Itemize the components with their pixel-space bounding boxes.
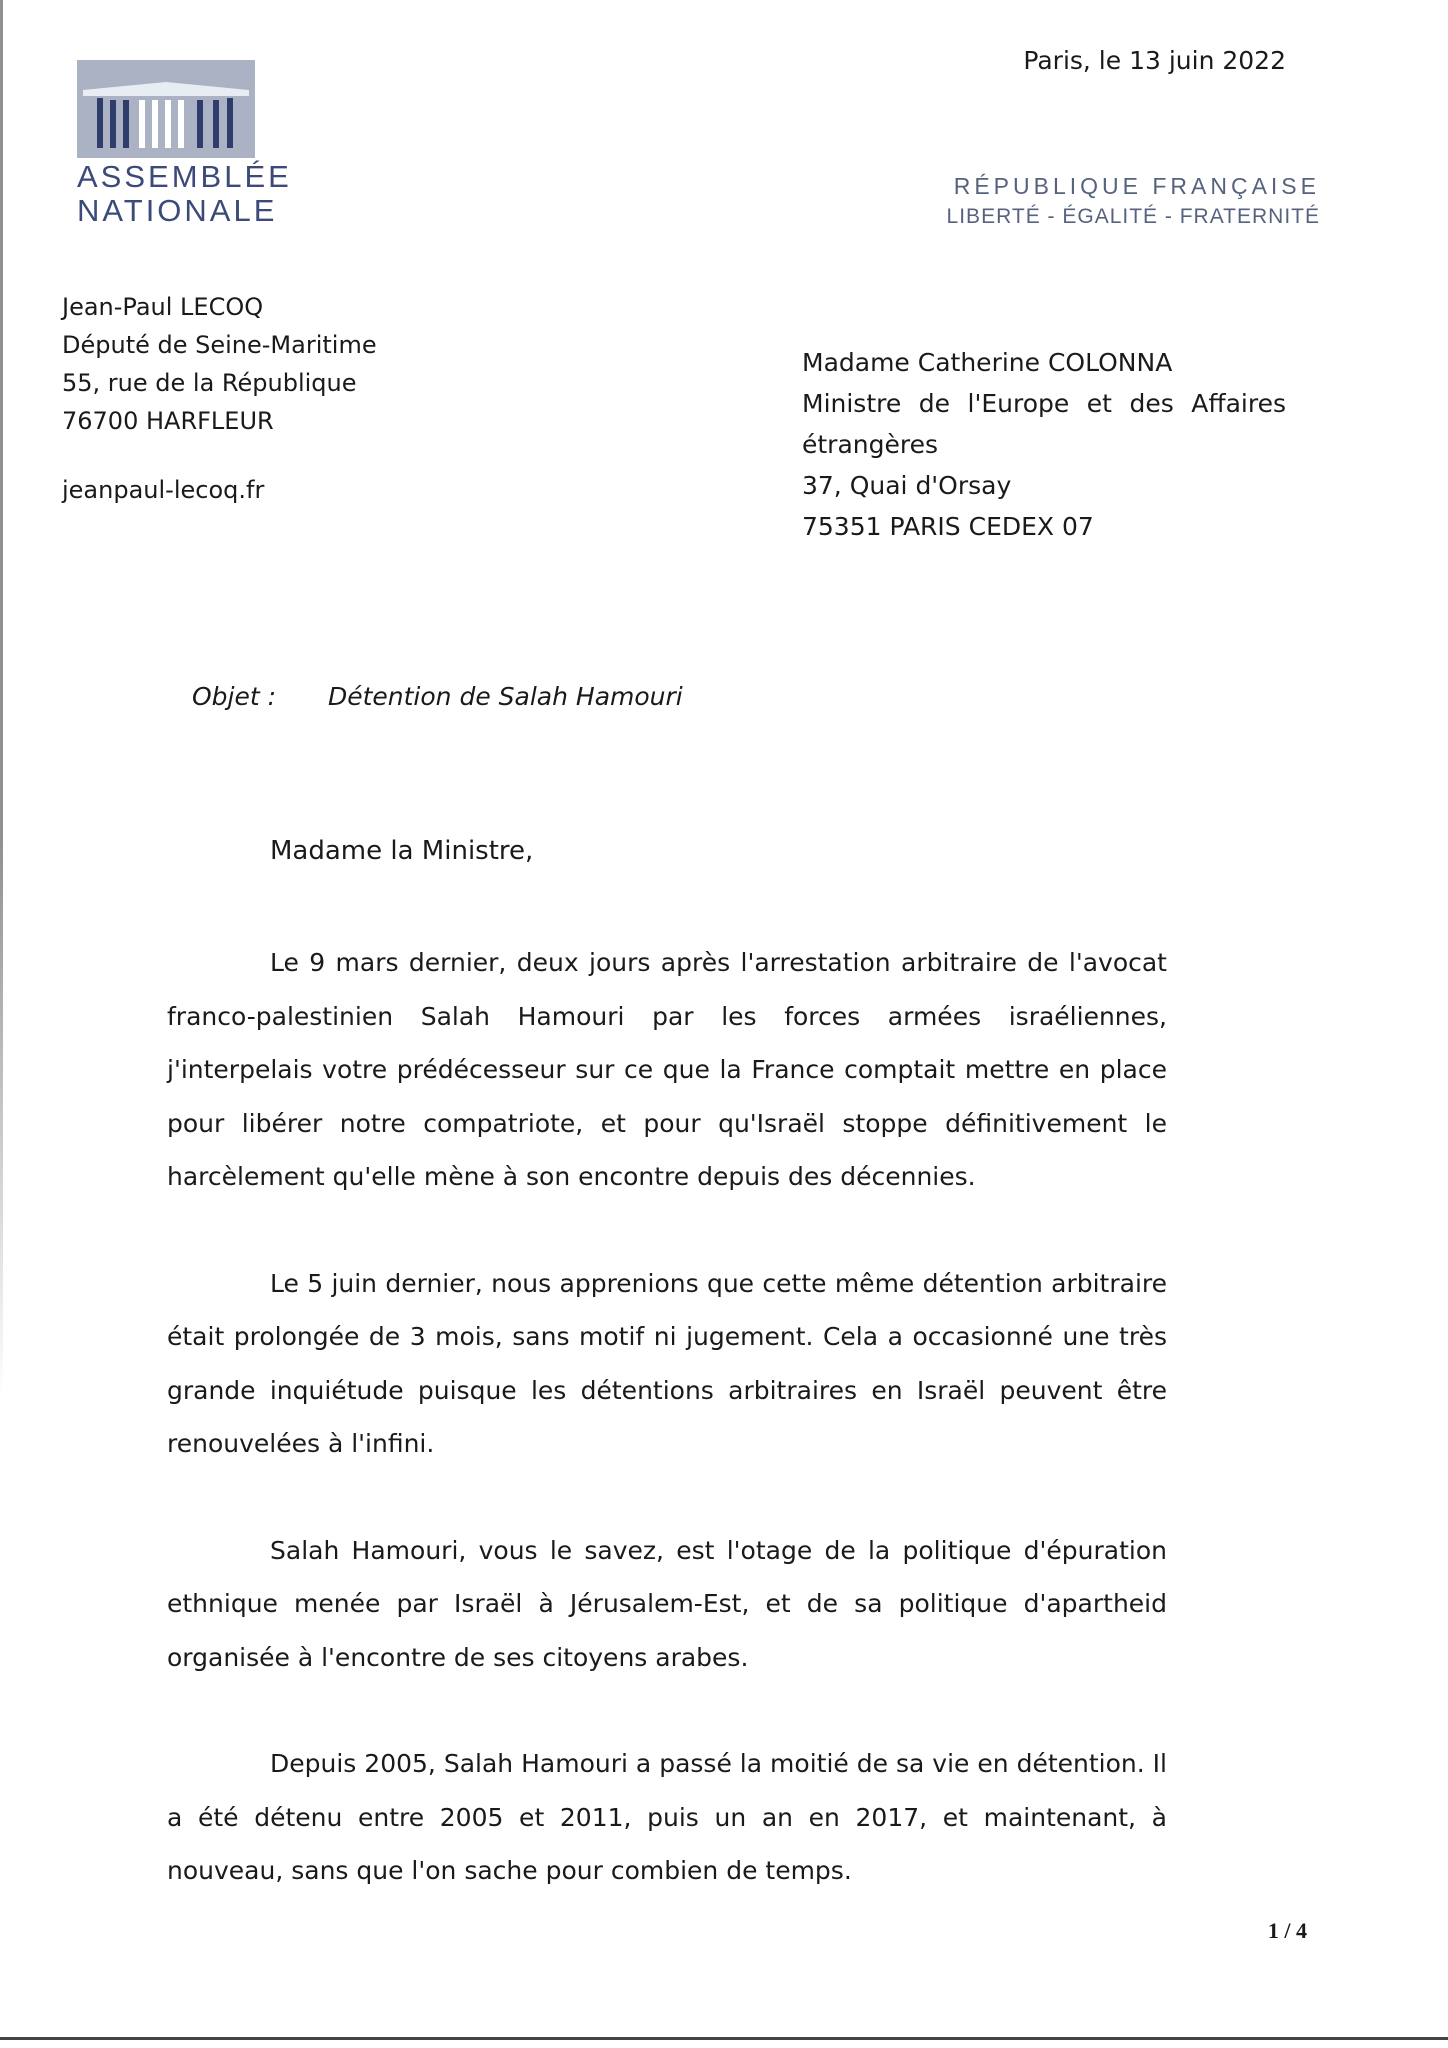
logo-wordmark bbox=[77, 159, 292, 228]
sender-name: Jean-Paul LECOQ bbox=[62, 293, 264, 321]
recipient-street: 37, Quai d'Orsay bbox=[802, 471, 1012, 500]
recipient-title-line-1: Ministre de l'Europe et des Affaires bbox=[802, 389, 1286, 418]
sender-street: 55, rue de la République bbox=[62, 369, 357, 397]
republic-motto: LIBERTÉ - ÉGALITÉ - FRATERNITÉ bbox=[946, 205, 1320, 228]
sender-city: 76700 HARFLEUR bbox=[62, 407, 274, 435]
recipient-block bbox=[802, 342, 1286, 547]
subject-label: Objet : bbox=[192, 682, 277, 711]
body-paragraph-2: Le 5 juin dernier, nous apprenions que cette même détention arbitraire était prolongée de 3 mois, sans motif ni jugement. Cela a occasionné une très grande inquiétude puisque les détentions arbitraires en Israël peuvent être renouvelées à l'infini. bbox=[167, 1268, 1167, 1458]
hemicycle-emblem-icon bbox=[77, 60, 255, 158]
sender-website: jeanpaul-lecoq.fr bbox=[62, 476, 265, 504]
sender-title: Député de Seine-Maritime bbox=[62, 331, 377, 359]
body-paragraph-1: Le 9 mars dernier, deux jours après l'arrestation arbitraire de l'avocat franco-palestinien Salah Hamouri par les forces armées israéliennes, j'interpelais votre prédécesseur sur ce que la France comptait mettre en place pour libérer notre compatriote, et pour qu'Israël stoppe définitivement le harcèlement qu'elle mène à son encontre depuis des décennies. bbox=[167, 948, 1167, 1191]
assemblee-nationale-logo bbox=[77, 60, 292, 230]
recipient-city: 75351 PARIS CEDEX 07 bbox=[802, 512, 1094, 541]
recipient-title-line-2: étrangères bbox=[802, 430, 939, 459]
scan-edge bbox=[0, 0, 3, 1400]
scan-bottom-edge bbox=[0, 2037, 1448, 2040]
subject-line bbox=[192, 682, 683, 711]
body-paragraph-3: Salah Hamouri, vous le savez, est l'otage de la politique d'épuration ethnique menée par Israël à Jérusalem-Est, et de sa politique d'apartheid organisée à l'encontre de ses citoyens arabes. bbox=[167, 1535, 1167, 1672]
logo-line-2: NATIONALE bbox=[77, 193, 278, 228]
body-paragraph-4: Depuis 2005, Salah Hamouri a passé la moitié de sa vie en détention. Il a été détenu entre 2005 et 2011, puis un an en 2017, et maintenant, à nouveau, sans que l'on sache pour combien de temps. bbox=[167, 1749, 1167, 1885]
salutation: Madame la Ministre, bbox=[270, 836, 534, 866]
letter-body bbox=[167, 936, 1167, 1951]
republic-name: RÉPUBLIQUE FRANÇAISE bbox=[953, 173, 1320, 199]
sender-block bbox=[62, 288, 377, 440]
recipient-name: Madame Catherine COLONNA bbox=[802, 348, 1173, 377]
letter-date: Paris, le 13 juin 2022 bbox=[1023, 46, 1286, 75]
logo-line-1: ASSEMBLÉE bbox=[77, 159, 292, 194]
subject-text: Détention de Salah Hamouri bbox=[327, 682, 683, 711]
page-number: 1 / 4 bbox=[1267, 1918, 1307, 1943]
republic-header bbox=[947, 170, 1320, 232]
